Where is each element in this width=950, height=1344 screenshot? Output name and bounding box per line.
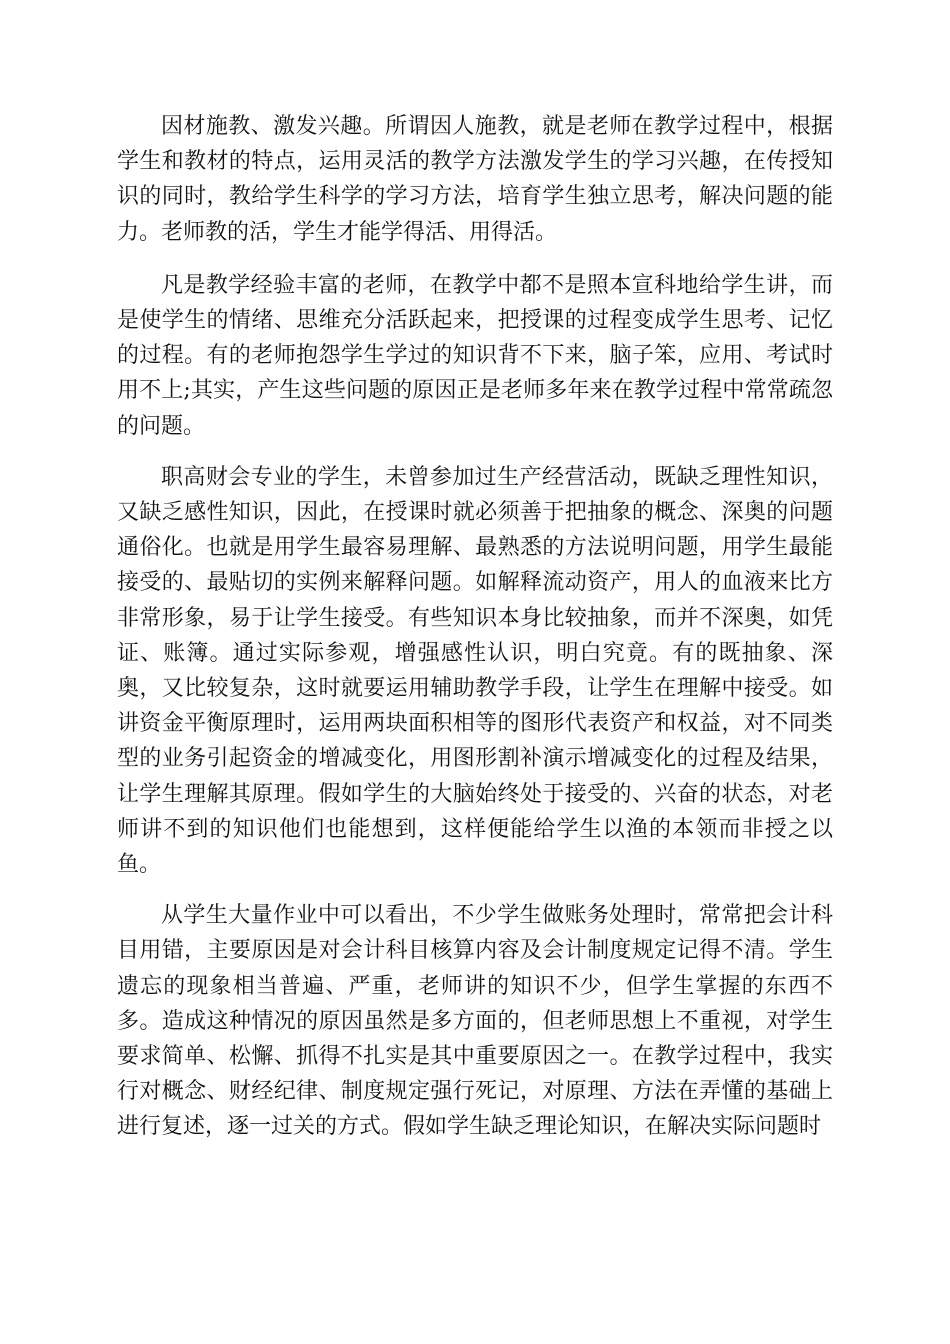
paragraph: 凡是教学经验丰富的老师，在教学中都不是照本宣科地给学生讲，而是使学生的情绪、思维充分活跃起来，把授课的过程变成学生思考、记忆的过程。有的老师抱怨学生学过的知识背不下来，脑子笨，应用、考试时用不上;其实，产生这些问题的原因正是老师多年来在教学过程中常常疏忽的问题。 [117,272,833,439]
paragraph: 职高财会专业的学生，未曾参加过生产经营活动，既缺乏理性知识，又缺乏感性知识，因此，在授课时就必须善于把抽象的概念、深奥的问题通俗化。也就是用学生最容易理解、最熟悉的方法说明问题，用学生最能接受的、最贴切的实例来解释问题。如解释流动资产，用人的血液来比方非常形象，易于让学生接受。有些知识本身比较抽象，而并不深奥，如凭证、账簿。通过实际参观，增强感性认识，明白究竟。有的既抽象、深奥，又比较复杂，这时就要运用辅助教学手段，让学生在理解中接受。如讲资金平衡原理时，运用两块面积相等的图形代表资产和权益，对不同类型的业务引起资金的增减变化，用图形割补演示增减变化的过程及结果，让学生理解其原理。假如学生的大脑始终处于接受的、兴奋的状态，对老师讲不到的知识他们也能想到，这样便能给学生以渔的本领而非授之以鱼。 [117,464,833,878]
paragraph: 从学生大量作业中可以看出，不少学生做账务处理时，常常把会计科目用错，主要原因是对会计科目核算内容及会计制度规定记得不清。学生遗忘的现象相当普遍、严重，老师讲的知识不少，但学生掌握的东西不多。造成这种情况的原因虽然是多方面的，但老师思想上不重视，对学生要求简单、松懈、抓得不扎实是其中重要原因之一。在教学过程中，我实行对概念、财经纪律、制度规定强行死记，对原理、方法在弄懂的基础上进行复述，逐一过关的方式。假如学生缺乏理论知识，在解决实际问题时 [117,903,833,1140]
document-page [117,109,833,1162]
paragraph: 因材施教、激发兴趣。所谓因人施教，就是老师在教学过程中，根据学生和教材的特点，运用灵活的教学方法激发学生的学习兴趣，在传授知识的同时，教给学生科学的学习方法，培育学生独立思考，解决问题的能力。老师教的活，学生才能学得活、用得活。 [117,114,833,245]
